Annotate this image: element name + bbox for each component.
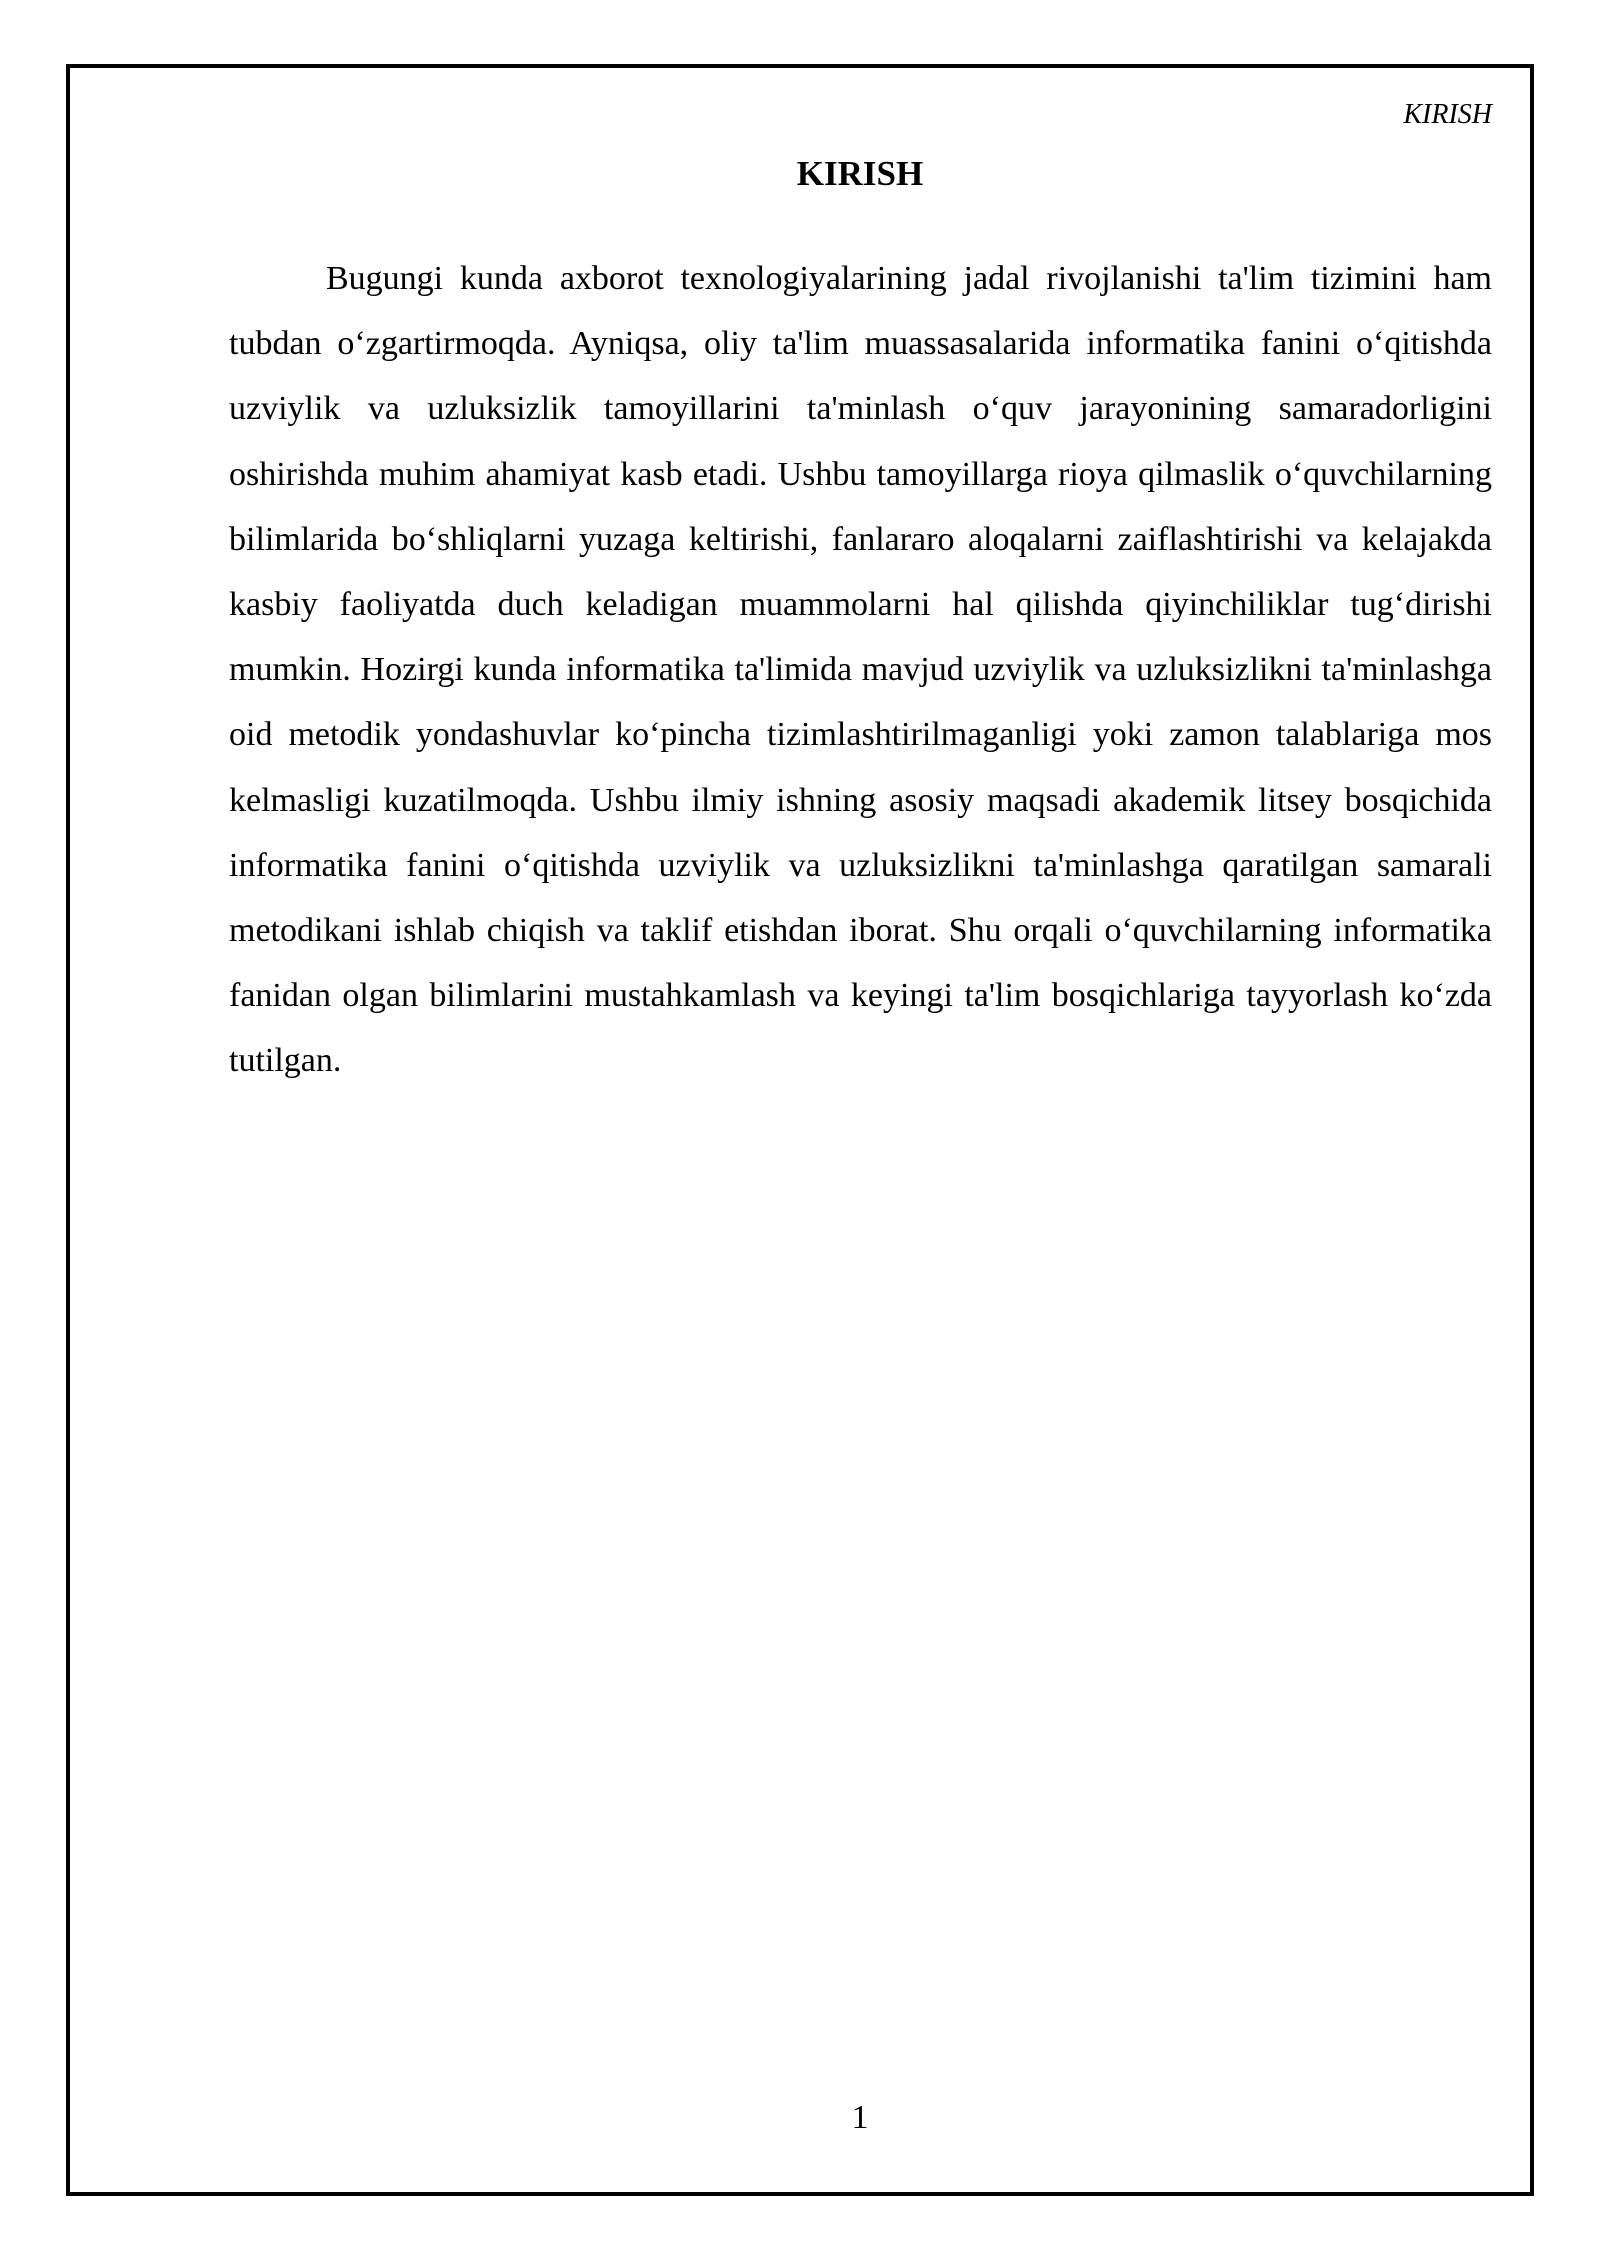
body-paragraph: Bugungi kunda axborot texnologiyalarining jadal rivojlanishi ta'lim tizimini ham tubdan o‘zgartirmoqda. Ayniqsa, oliy ta'lim muassasalarida informatika fanini o‘qitishda uzviylik va uzluksizlik tamoyillarini ta'minlash o‘quv jarayonining samaradorligini oshirishda muhim ahamiyat kasb etadi. Ushbu tamoyillarga rioya qilmaslik o‘quvchilarning bilimlarida bo‘shliqlarni yuzaga keltirishi, fanlararo aloqalarni zaiflashtirishi va kelajakda kasbiy faoliyatda duch keladigan muammolarni hal qilishda qiyinchiliklar tug‘dirishi mumkin. Hozirgi kunda informatika ta'limida mavjud uzviylik va uzluksizlikni ta'minlashga oid metodik yondashuvlar ko‘pincha tizimlashtirilmaganligi yoki zamon talablariga mos kelmasligi kuzatilmoqda. Ushbu ilmiy ishning asosiy maqsadi akademik litsey bosqichida informatika fanini o‘qitishda uzviylik va uzluksizlikni ta'minlashga qaratilgan samarali metodikani ishlab chiqish va taklif etishdan iborat. Shu orqali o‘quvchilarning informatika fanidan olgan bilimlarini mustahkamlash va keyingi ta'lim bosqichlariga tayyorlash ko‘zda tutilgan. [229, 260, 1492, 1080]
page-number: 1 [851, 2099, 869, 2136]
page-title: KIRISH [796, 154, 924, 193]
running-header: KIRISH [1403, 99, 1492, 130]
